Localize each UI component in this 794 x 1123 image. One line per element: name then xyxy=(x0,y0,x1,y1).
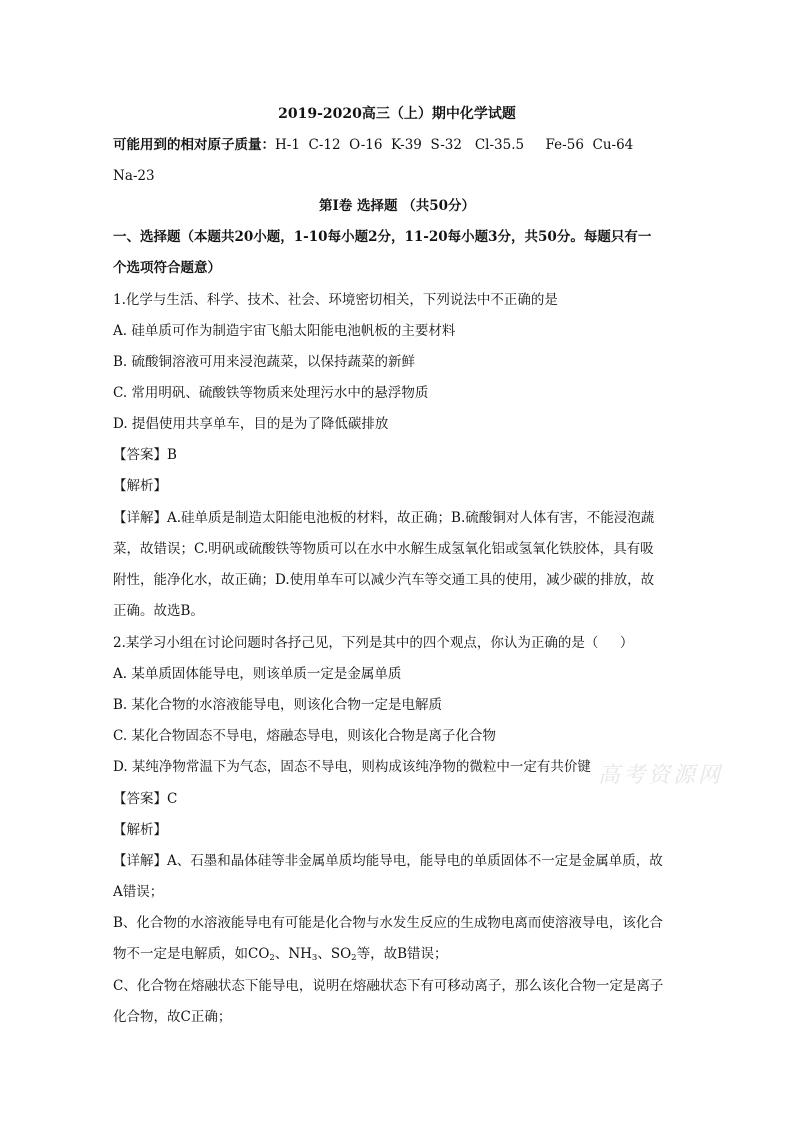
q2-option-a: A. 某单质固体能导电，则该单质一定是金属单质 xyxy=(113,666,402,682)
q1-detail-line-3: 附性，能净化水，故正确；D.使用单车可以减少汽车等交通工具的使用，减少碳的排放，故 xyxy=(113,572,655,588)
q2-detail-b-post: 等，故B错误； xyxy=(356,946,448,962)
q1-option-d: D. 提倡使用共享单车，目的是为了降低碳排放 xyxy=(113,416,389,432)
q2-detail-b-pre: 物不一定是电解质，如CO xyxy=(113,946,270,962)
q2-option-d: D. 某纯净物常温下为气态，固态不导电，则构成该纯净物的微粒中一定有共价键 xyxy=(113,759,591,775)
q2-detail-c-line-2: 化合物，故C正确； xyxy=(113,1009,232,1025)
q1-analysis-label: 【解析】 xyxy=(113,478,167,494)
atomic-mass-label: 可能用到的相对原子质量： xyxy=(113,137,275,153)
q1-option-b: B. 硫酸铜溶液可用来浸泡蔬菜，以保持蔬菜的新鲜 xyxy=(113,354,416,370)
q2-detail-a-line-1: 【详解】A、石墨和晶体硅等非金属单质均能导电，能导电的单质固体不一定是金属单质，故 xyxy=(113,853,663,869)
q2-detail-b-line-2 xyxy=(113,944,448,968)
atomic-mass-line xyxy=(113,135,633,155)
watermark: 高考资源网 xyxy=(598,763,724,788)
q2-option-c: C. 某化合物固态不导电，熔融态导电，则该化合物是离子化合物 xyxy=(113,728,496,744)
co2-subscript: 2 xyxy=(269,953,275,963)
q2-analysis-label: 【解析】 xyxy=(113,822,167,838)
atomic-mass-values: H-1 C-12 O-16 K-39 S-32 Cl-35.5 Fe-56 Cu-64 xyxy=(275,137,634,153)
q1-detail-line-2: 菜，故错误；C.明矾或硫酸铁等物质可以在水中水解生成氢氧化铝或氢氧化铁胶体，具有吸 xyxy=(113,541,654,557)
q2-detail-b-mid2: 、SO xyxy=(317,946,352,962)
part-heading-line-2: 个选项符合题意） xyxy=(113,260,221,276)
q2-detail-c-line-1: C、化合物在熔融状态下能导电，说明在熔融状态下有可移动离子，那么该化合物一定是离子 xyxy=(113,978,664,994)
q2-stem: 2.某学习小组在讨论问题时各抒己见，下列是其中的四个观点，你认为正确的是（ ） xyxy=(113,635,634,651)
q1-stem: 1.化学与生活、科学、技术、社会、环境密切相关，下列说法中不正确的是 xyxy=(113,292,558,308)
q2-detail-b-mid1: 、NH xyxy=(274,946,312,962)
q1-answer: 【答案】B xyxy=(113,447,177,463)
exam-title: 2019-2020高三（上）期中化学试题 xyxy=(278,106,516,122)
q2-detail-a-line-2: A错误； xyxy=(113,884,164,900)
part-heading-line-1: 一、选择题（本题共20小题，1-10每小题2分，11-20每小题3分，共50分。每题只有一 xyxy=(113,229,652,245)
q1-detail-line-4: 正确。故选B。 xyxy=(113,603,204,619)
so2-subscript: 2 xyxy=(351,953,357,963)
q2-answer: 【答案】C xyxy=(113,791,178,807)
q1-detail-line-1: 【详解】A.硅单质是制造太阳能电池板的材料，故正确；B.硫酸铜对人体有害，不能浸泡蔬 xyxy=(113,510,655,526)
q2-option-b: B. 某化合物的水溶液能导电，则该化合物一定是电解质 xyxy=(113,697,443,713)
q1-option-a: A. 硅单质可作为制造宇宙飞船太阳能电池帆板的主要材料 xyxy=(113,323,456,339)
section-heading: 第Ⅰ卷 选择题 （共50分） xyxy=(318,198,475,214)
nh3-subscript: 3 xyxy=(311,953,318,963)
q2-detail-b-line-1: B、化合物的水溶液能导电有可能是化合物与水发生反应的生成物电离而使溶液导电，该化合 xyxy=(113,915,663,931)
atomic-mass-cont: Na-23 xyxy=(113,168,155,184)
q1-option-c: C. 常用明矾、硫酸铁等物质来处理污水中的悬浮物质 xyxy=(113,385,429,401)
